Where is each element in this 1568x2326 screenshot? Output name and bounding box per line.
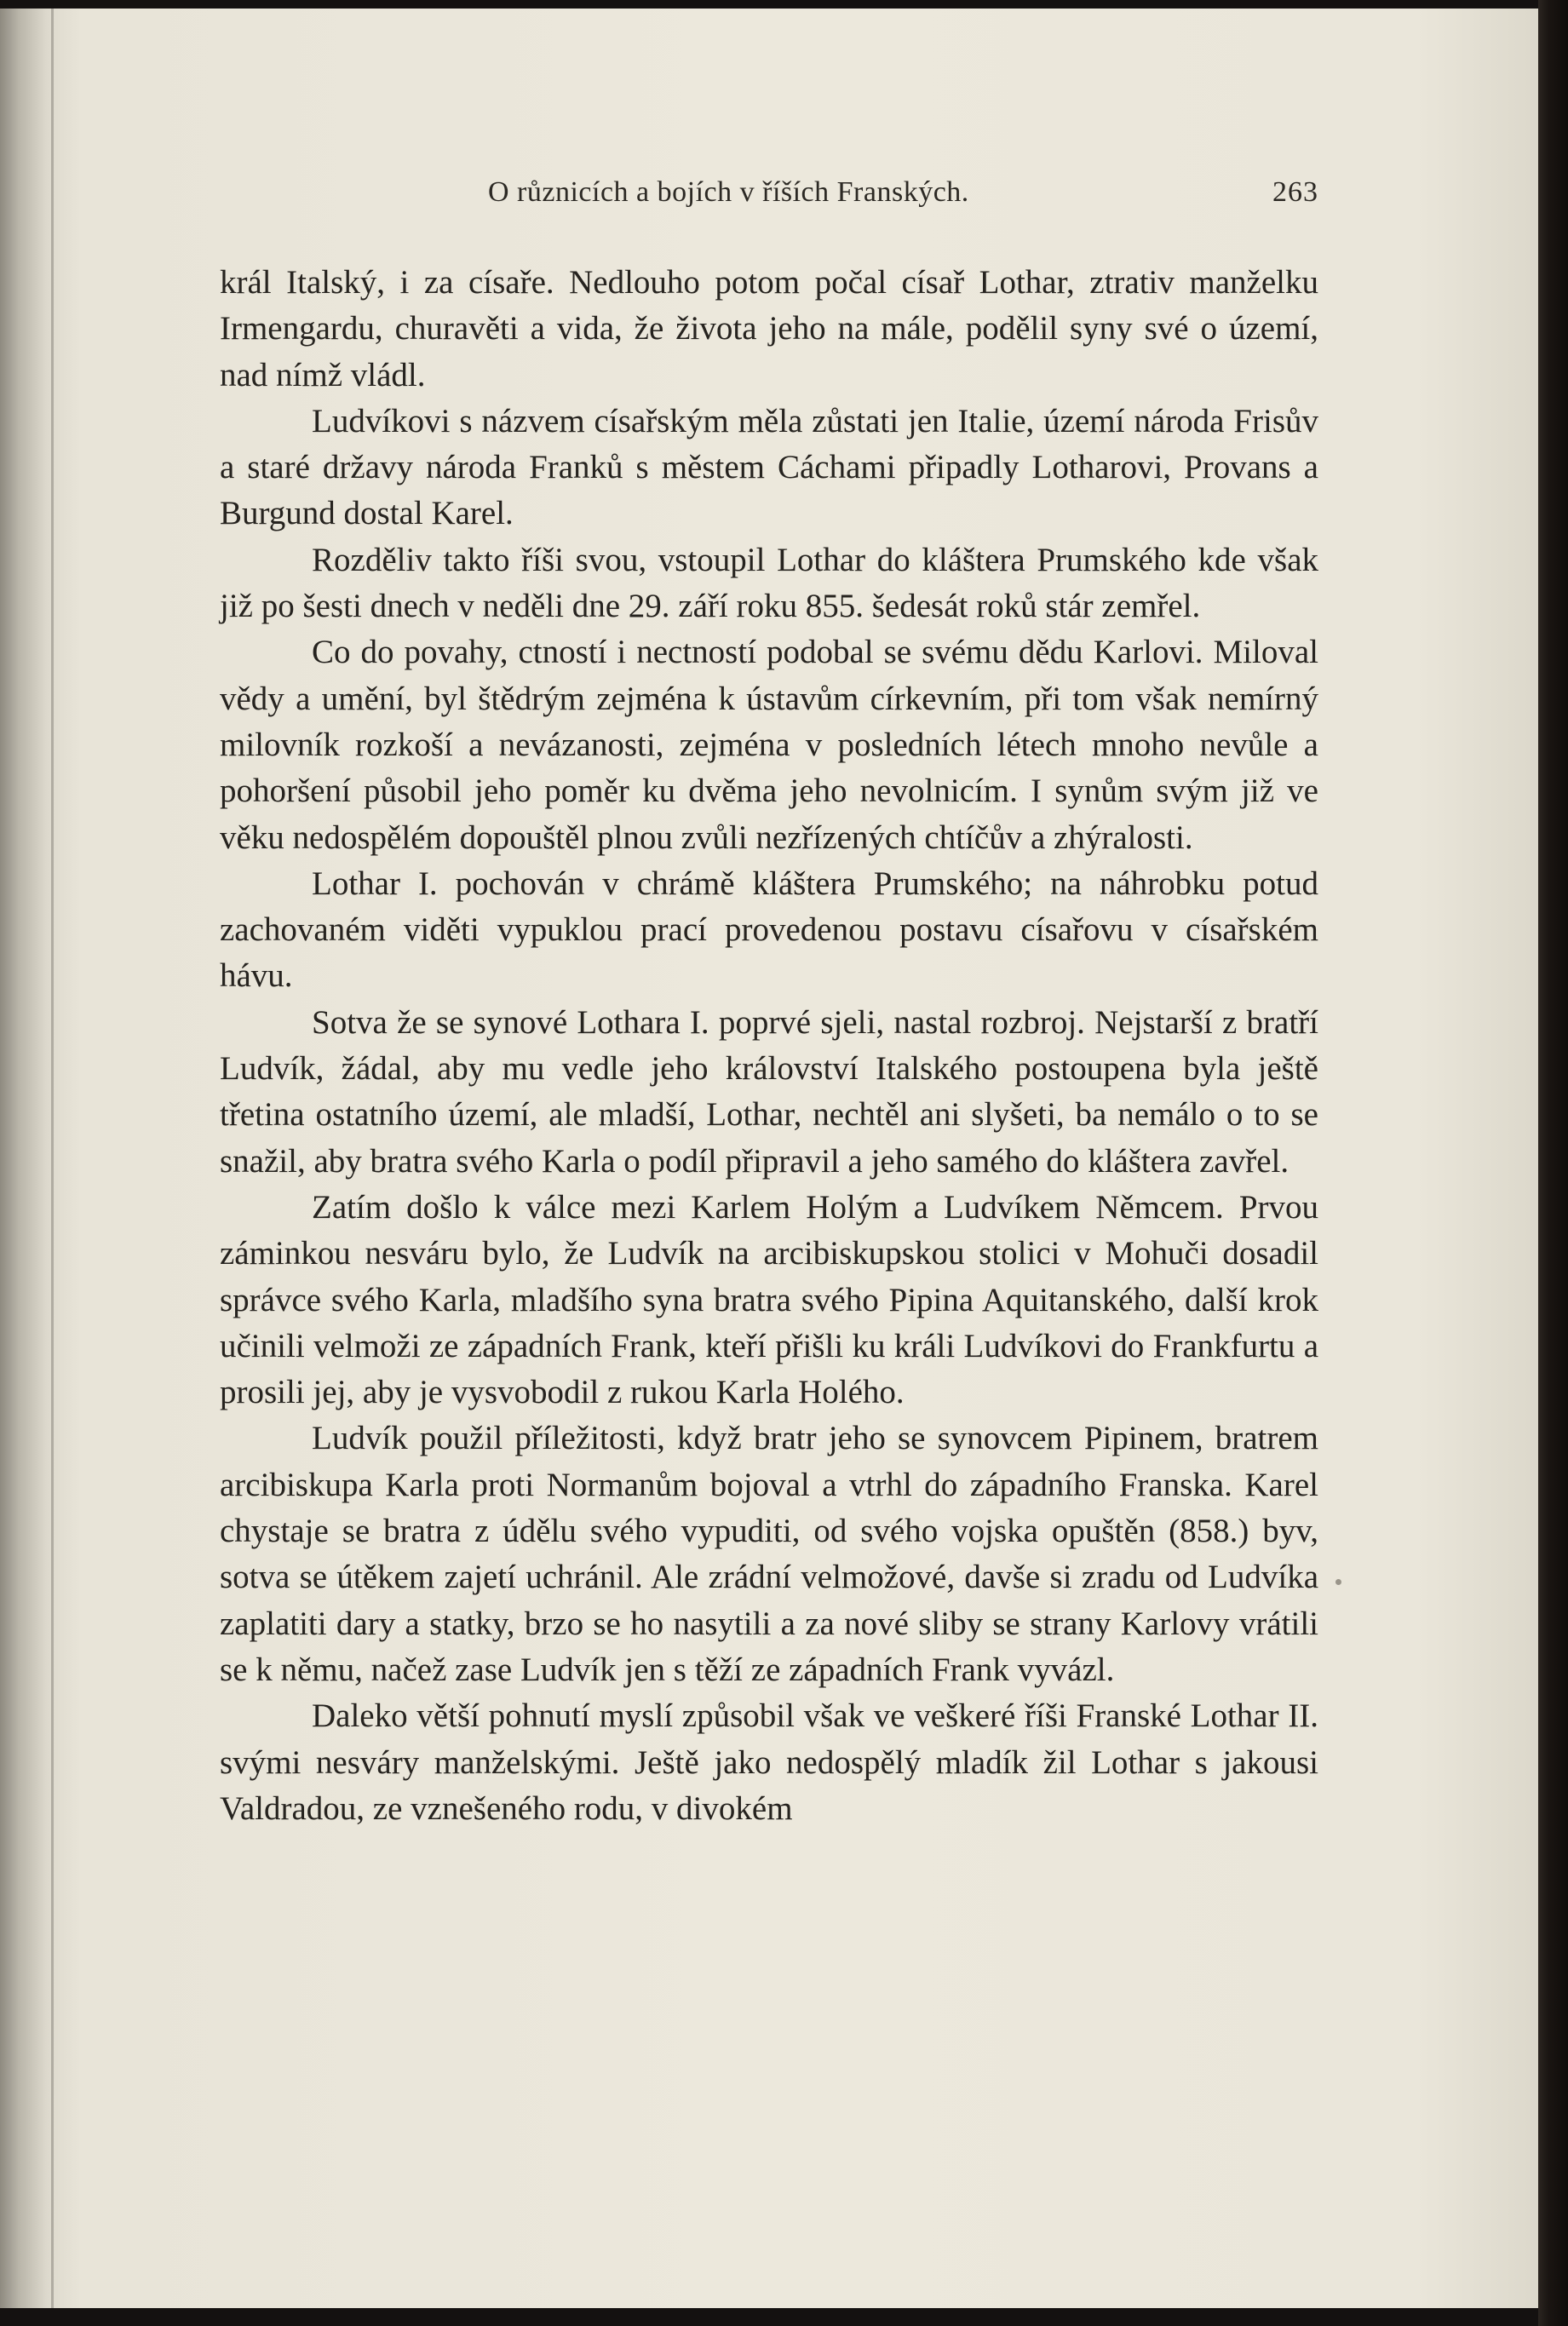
paragraph-4: Co do povahy, ctností i nectností podobal se svému dědu Karlovi. Miloval vědy a umění, byl štědrým zejména k ústavům církevním, při tom však nemírný milovník rozkoší a nevázanosti, zejména v posledních létech mnoho nevůle a pohoršení působil jeho poměr ku dvěma jeho nevolnicím. I synům svým již ve věku nedospělém dopouštěl plnou zvůli nezřízených chtíčův a zhýralosti. — [220, 634, 1318, 856]
body-text — [220, 260, 1318, 1832]
page-edge — [1538, 0, 1568, 2326]
paragraph-3: Rozděliv takto říši svou, vstoupil Lothar do kláštera Prumského kde však již po šesti dnech v neděli dne 29. září roku 855. šedesát roků stár zemřel. — [220, 541, 1318, 625]
running-title: O různicích a bojích v říších Franských. — [488, 176, 969, 208]
paragraph-6: Sotva že se synové Lothara I. poprvé sjeli, nastal rozbroj. Nejstarší z bratří Ludvík, žádal, aby mu vedle jeho království Italského postoupena byla ještě třetina ostatního území, ale mladší, Lothar, nechtěl ani slyšeti, ba nemálo o to se snažil, aby bratra svého Karla o podíl připravil a jeho samého do kláštera zavřel. — [220, 1003, 1318, 1180]
page-number: 263 — [1272, 176, 1318, 208]
paragraph-7: Zatím došlo k válce mezi Karlem Holým a Ludvíkem Němcem. Prvou záminkou nesváru bylo, že Ludvík na arcibiskupskou stolici v Mohuči dosadil správce svého Karla, mladšího syna bratra svého Pipina Aquitanského, další krok učinili velmoži ze západních Frank, kteří přišli ku králi Ludvíkovi do Frankfurtu a prosili jej, aby je vysvobodil z rukou Karla Holého. — [220, 1188, 1318, 1411]
paragraph-2: Ludvíkovi s názvem císařským měla zůstati jen Italie, území národa Frisův a staré državy národa Franků s městem Cáchami připadly Lotharovi, Provans a Burgund dostal Karel. — [220, 402, 1318, 532]
paragraph-9: Daleko větší pohnutí myslí způsobil však ve veškeré říši Franské Lothar II. svými nesváry manželskými. Ještě jako nedospělý mladík žil Lothar s jakousi Valdradou, ze vznešeného rodu, v divokém — [220, 1697, 1318, 1827]
running-header — [220, 166, 1318, 217]
paragraph-5: Lothar I. pochován v chrámě kláštera Prumského; na náhrobku potud zachovaném viděti vypuklou prací provedenou postavu císařovu v císařském hávu. — [220, 864, 1318, 995]
margin-speck — [1335, 1579, 1341, 1585]
gutter-shadow — [51, 9, 54, 2308]
paragraph-8: Ludvík použil příležitosti, když bratr jeho se synovcem Pipinem, bratrem arcibiskupa Karla proti Normanům bojoval a vtrhl do západního Franska. Karel chystaje se bratra z údělu svého vypuditi, od svého vojska opuštěn (858.) byv, sotva se útěkem zajetí uchránil. Ale zrádní velmožové, davše si zradu od Ludvíka zaplatiti dary a statky, brzo se ho nasytili a za nové sliby se strany Karlovy vrátili se k němu, načež zase Ludvík jen s těží ze západních Frank vyvázl. — [220, 1420, 1318, 1688]
paragraph-1: král Italský, i za císaře. Nedlouho potom počal císař Lothar, ztrativ manželku Irmengardu, churavěti a vida, že života jeho na mále, podělil syny své o území, nad nímž vládl. — [220, 264, 1318, 393]
